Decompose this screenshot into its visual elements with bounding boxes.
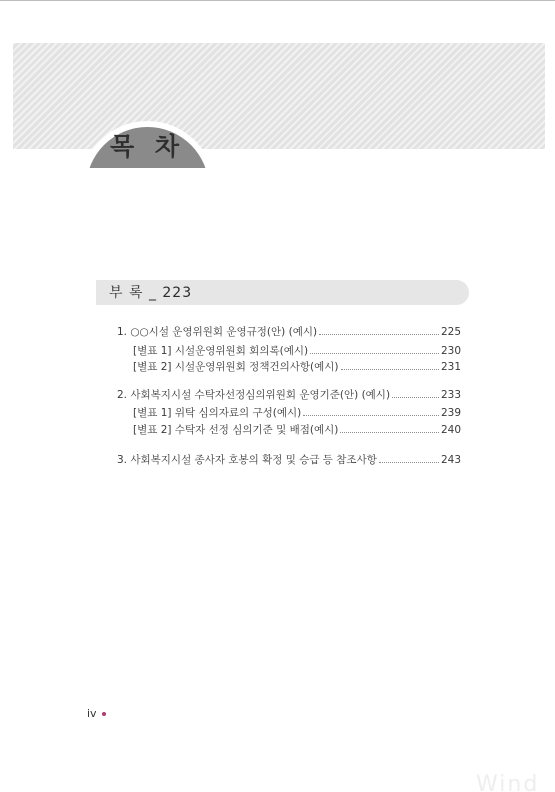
toc-entry[interactable] <box>117 323 461 340</box>
toc-entry-label: 3. 사회복지시설 종사자 호봉의 확정 및 승급 등 참조사항 <box>117 454 377 466</box>
toc-entry[interactable] <box>133 342 461 359</box>
toc-entry-label: [별표 2] 시설운영위원회 정책건의사항(예시) <box>133 361 339 373</box>
section-heading: 부 록 _ 223 <box>109 285 193 301</box>
toc-entry-label: [별표 1] 시설운영위원회 회의록(예시) <box>133 345 309 357</box>
toc-entry-label: 1. ○○시설 운영위원회 운영규정(안) (예시) <box>117 326 318 338</box>
toc-entry-label: 2. 사회복지시설 수탁자선정심의위원회 운영기준(안) (예시) <box>117 389 391 401</box>
toc-entry-page: 239 <box>440 407 461 419</box>
toc-leader <box>379 451 439 463</box>
toc-entry[interactable] <box>133 404 461 421</box>
toc-leader <box>392 386 439 398</box>
toc-entry[interactable] <box>133 421 461 438</box>
toc-entry-page: 230 <box>440 345 461 357</box>
toc-entry-page: 240 <box>440 424 461 436</box>
top-rule <box>0 0 555 1</box>
toc-entry-label: [별표 1] 위탁 심의자료의 구성(예시) <box>133 407 302 419</box>
toc-leader <box>319 323 439 335</box>
toc-entry-page: 243 <box>440 454 461 466</box>
bullet-dot-icon <box>102 712 106 716</box>
watermark: Wind <box>476 772 540 792</box>
toc-leader <box>340 421 439 433</box>
toc-entry[interactable] <box>117 451 461 468</box>
toc-leader <box>310 342 439 354</box>
toc-leader <box>341 358 439 370</box>
page-footer <box>87 706 106 722</box>
title-tab-base <box>78 168 218 218</box>
toc-entry-page: 233 <box>440 389 461 401</box>
toc-entry-page: 231 <box>440 361 461 373</box>
page-number: iv <box>87 707 97 720</box>
page-title: 목 차 <box>109 132 185 161</box>
toc-entry-page: 225 <box>440 326 461 338</box>
toc-leader <box>303 404 439 416</box>
toc-entry[interactable] <box>117 386 461 403</box>
toc-entry[interactable] <box>133 358 461 375</box>
toc-entry-label: [별표 2] 수탁자 선정 심의기준 및 배점(예시) <box>133 424 339 436</box>
